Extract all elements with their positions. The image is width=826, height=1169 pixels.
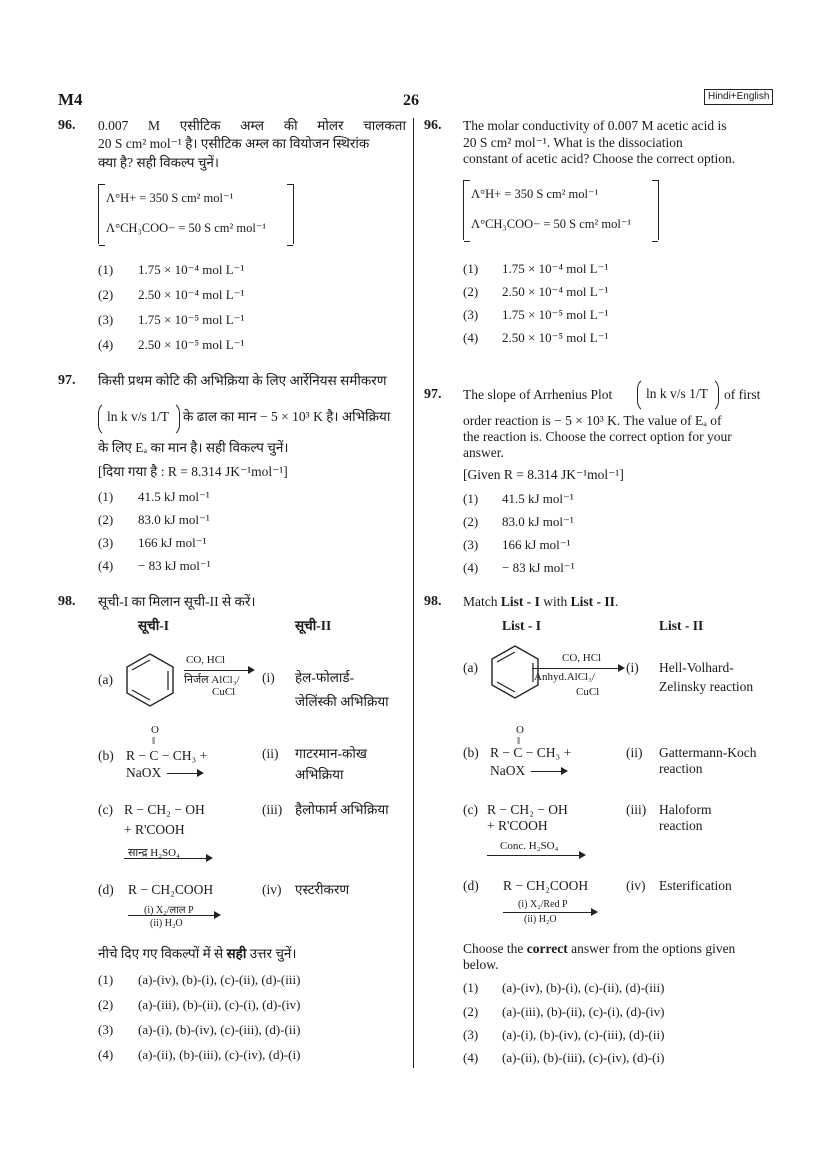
list2-text-line2: जेलिंस्की अभिक्रिया — [295, 694, 389, 709]
option-text[interactable]: 1.75 × 10⁻⁵ mol L⁻¹ — [502, 307, 609, 322]
q98-en-a-reagent-cucl: CuCl — [576, 686, 600, 698]
option-number: (3) — [463, 537, 479, 552]
q97-hi-line2: के ढाल का मान − 5 × 10³ K है। अभिक्रिया — [183, 409, 391, 424]
q98-en-a-label: (a) — [463, 660, 478, 675]
list2-text-line2: reaction — [659, 818, 703, 833]
option-text[interactable]: 2.50 × 10⁻⁴ mol L⁻¹ — [502, 284, 609, 299]
q97-hi-line3: के लिए Eₐ का मान है। सही विकल्प चुनें। — [98, 440, 289, 455]
q98-en-title — [463, 594, 618, 610]
option-text[interactable]: − 83 kJ mol⁻¹ — [502, 560, 575, 575]
q98-hi-b-formula: R − C − CH₃ + — [126, 748, 208, 763]
option-text[interactable]: 1.75 × 10⁻⁵ mol L⁻¹ — [138, 312, 245, 327]
reaction-arrow-line — [532, 668, 618, 669]
option-number: (1) — [463, 261, 479, 276]
q98-hi-b-label: (b) — [98, 748, 114, 763]
q98-en-d-label: (d) — [463, 878, 479, 893]
list2-text-line1: Esterification — [659, 878, 732, 893]
q96-hi-line2: 20 S cm² mol⁻¹ है। एसीटिक अम्ल का वियोजन स्थिरांक — [98, 136, 370, 151]
list2-num: (i) — [262, 670, 275, 685]
arrowhead-icon — [618, 664, 625, 672]
reaction-arrow-line — [503, 912, 591, 913]
option-text[interactable]: − 83 kJ mol⁻¹ — [138, 558, 211, 573]
option-text[interactable]: (a)-(iii), (b)-(ii), (c)-(i), (d)-(iv) — [138, 997, 301, 1012]
option-number: (3) — [98, 1022, 114, 1037]
q97-en-given: [Given R = 8.314 JK⁻¹mol⁻¹] — [463, 467, 624, 482]
option-text[interactable]: (a)-(ii), (b)-(iii), (c)-(iv), (d)-(i) — [138, 1047, 301, 1062]
arrowhead-icon — [591, 908, 598, 916]
q98-hi-d-formula: R − CH₂COOH — [128, 882, 214, 897]
list2-text-line2: Zelinsky reaction — [659, 679, 754, 694]
q98-hi-choose-c: उत्तर चुनें। — [246, 946, 297, 961]
option-number: (4) — [463, 1050, 479, 1065]
q97-en-line1a: The slope of Arrhenius Plot — [463, 387, 613, 402]
option-number: (2) — [98, 997, 114, 1012]
language-badge: Hindi+English — [704, 89, 773, 105]
q98-en-c-formula1: R − CH₂ − OH — [487, 802, 568, 817]
list2-text-line2: अभिक्रिया — [295, 767, 344, 782]
reaction-arrow-line — [128, 915, 214, 916]
q97-en-paren-text: ln k v/s 1/T — [646, 386, 708, 401]
q97-number-hi: 97. — [58, 373, 76, 388]
q98-en-title-c: with — [539, 594, 571, 609]
page-number: 26 — [403, 92, 419, 109]
q97-number-en: 97. — [424, 387, 442, 402]
option-number: (3) — [98, 312, 114, 327]
option-number: (2) — [463, 1004, 479, 1019]
option-text[interactable]: 166 kJ mol⁻¹ — [138, 535, 207, 550]
arrowhead-icon — [197, 769, 204, 777]
q96-number-en: 96. — [424, 118, 442, 133]
benzene-ring-icon — [118, 648, 182, 712]
column-divider — [413, 118, 414, 1068]
option-text[interactable]: 1.75 × 10⁻⁴ mol L⁻¹ — [138, 262, 245, 277]
option-number: (4) — [98, 558, 114, 573]
q98-hi-d-reagent1: (i) X₂/लाल P — [144, 905, 194, 916]
q98-en-choose-a: Choose the — [463, 941, 527, 956]
q98-en-a-reagent-top: CO, HCl — [562, 652, 602, 664]
q98-en-b-label: (b) — [463, 745, 479, 760]
option-text[interactable]: (a)-(ii), (b)-(iii), (c)-(iv), (d)-(i) — [502, 1050, 665, 1065]
q98-hi-list1-heading: सूची-I — [138, 618, 169, 633]
q98-en-title-a: Match — [463, 594, 501, 609]
arrowhead-icon — [579, 851, 586, 859]
q97-hi-paren-text: ln k v/s 1/T — [107, 409, 169, 424]
q98-en-c-formula2: + R'COOH — [487, 818, 548, 833]
reaction-arrow-line — [487, 855, 579, 856]
list2-num: (iii) — [262, 802, 283, 817]
list2-text-line1: हैलोफार्म अभिक्रिया — [295, 802, 389, 817]
option-text[interactable]: 2.50 × 10⁻⁵ mol L⁻¹ — [502, 330, 609, 345]
q97-hi-line1: किसी प्रथम कोटि की अभिक्रिया के लिए आर्रेनियस समीकरण — [98, 373, 387, 388]
q98-en-choose-d: below. — [463, 957, 499, 972]
q98-hi-d-reagent2: (ii) H₂O — [150, 918, 183, 929]
q98-number-en: 98. — [424, 594, 442, 609]
q98-number-hi: 98. — [58, 594, 76, 609]
q98-en-list1-heading: List - I — [502, 618, 542, 633]
q98-en-d-formula: R − CH₂COOH — [503, 878, 589, 893]
option-number: (4) — [463, 330, 479, 345]
q98-hi-c-formula1: R − CH₂ − OH — [124, 802, 205, 817]
q98-hi-title: सूची-I का मिलान सूची-II से करें। — [98, 594, 256, 609]
q96-number-hi: 96. — [58, 118, 76, 133]
option-text[interactable]: (a)-(iv), (b)-(i), (c)-(ii), (d)-(iii) — [138, 972, 301, 987]
reaction-arrow-line — [167, 773, 197, 774]
q97-hi-given: [दिया गया है : R = 8.314 JK⁻¹mol⁻¹] — [98, 464, 288, 479]
reaction-arrow-line — [531, 771, 561, 772]
list2-text-line1: गाटरमान-कोख — [295, 746, 367, 761]
option-number: (2) — [463, 284, 479, 299]
option-text[interactable]: (a)-(i), (b)-(iv), (c)-(iii), (d)-(ii) — [138, 1022, 301, 1037]
arrowhead-icon — [248, 666, 255, 674]
option-number: (1) — [98, 262, 114, 277]
q97-en-line4: answer. — [463, 445, 504, 460]
option-number: (1) — [463, 491, 479, 506]
q98-en-choose — [463, 941, 735, 957]
q98-hi-a-reagent-bot: निर्जल AlCl₃/ — [184, 674, 240, 686]
option-number: (1) — [98, 972, 114, 987]
reaction-arrow-line — [124, 858, 206, 859]
option-number: (3) — [463, 307, 479, 322]
list2-num: (i) — [626, 660, 639, 675]
option-number: (1) — [463, 980, 479, 995]
q96-given1-en: Λ°H+ = 350 S cm² mol⁻¹ — [471, 187, 599, 201]
option-text[interactable]: (a)-(i), (b)-(iv), (c)-(iii), (d)-(ii) — [502, 1027, 665, 1042]
q98-en-a-reagent-bot: Anhyd.AlCl₃/ — [534, 671, 595, 683]
q98-b-double-bond: ‖ — [152, 735, 156, 747]
q97-en-line1b: of first — [724, 387, 761, 402]
q98-b-oxygen: O — [516, 724, 524, 736]
q98-en-title-e: . — [614, 594, 619, 609]
q98-en-b-naox: NaOX — [490, 763, 526, 778]
arrowhead-icon — [561, 767, 568, 775]
q96-given1-hi: Λ°H+ = 350 S cm² mol⁻¹ — [106, 191, 234, 205]
option-number: (4) — [98, 337, 114, 352]
q98-hi-a-label: (a) — [98, 672, 113, 687]
list2-text-line2: reaction — [659, 761, 703, 776]
q98-hi-list2-heading: सूची-II — [295, 618, 332, 633]
q98-en-choose-c: answer from the options given — [567, 941, 736, 956]
list2-num: (ii) — [262, 746, 279, 761]
option-number: (3) — [463, 1027, 479, 1042]
option-number: (2) — [463, 514, 479, 529]
q98-hi-b-naox: NaOX — [126, 765, 162, 780]
option-number: (2) — [98, 512, 114, 527]
q98-en-d-reagent1: (i) X₂/Red P — [518, 899, 568, 910]
option-text[interactable]: 1.75 × 10⁻⁴ mol L⁻¹ — [502, 261, 609, 276]
option-text[interactable]: 83.0 kJ mol⁻¹ — [502, 514, 574, 529]
option-text[interactable]: (a)-(iii), (b)-(ii), (c)-(i), (d)-(iv) — [502, 1004, 665, 1019]
paper-code: M4 — [58, 90, 83, 109]
q98-hi-a-reagent-cucl: CuCl — [212, 686, 236, 698]
option-number: (4) — [463, 560, 479, 575]
option-number: (2) — [98, 287, 114, 302]
q98-en-choose-b: correct — [526, 941, 568, 956]
q98-hi-c-reagent: सान्द्र H₂SO₄ — [128, 847, 180, 859]
list2-text-line1: हेल-फोलार्ड- — [295, 670, 355, 685]
q97-en-line3: the reaction is. Choose the correct option for your — [463, 429, 732, 444]
q98-en-title-b: List - I — [500, 594, 540, 609]
option-text[interactable]: 2.50 × 10⁻⁵ mol L⁻¹ — [138, 337, 245, 352]
q98-en-list2-heading: List - II — [659, 618, 704, 633]
q98-hi-a-reagent-top: CO, HCl — [186, 654, 226, 666]
list2-text-line1: Haloform — [659, 802, 712, 817]
q96-en-line2: 20 S cm² mol⁻¹. What is the dissociation — [463, 135, 683, 150]
option-number: (3) — [98, 535, 114, 550]
option-number: (1) — [98, 489, 114, 504]
q98-hi-choose-b: सही — [226, 946, 247, 961]
q98-en-d-reagent2: (ii) H₂O — [524, 914, 557, 925]
q96-hi-line3: क्या है? सही विकल्प चुनें। — [98, 155, 220, 170]
q96-given2-hi: Λ°CH₃COO− = 50 S cm² mol⁻¹ — [106, 221, 267, 235]
q98-en-c-label: (c) — [463, 802, 478, 817]
list2-text-line1: एस्टरीकरण — [295, 882, 350, 897]
q98-b-oxygen: O — [151, 724, 159, 736]
q98-hi-d-label: (d) — [98, 882, 114, 897]
q98-en-b-formula: R − C − CH₃ + — [490, 745, 572, 760]
q98-hi-choose — [98, 946, 297, 962]
q98-en-title-d: List - II — [570, 594, 615, 609]
list2-num: (iii) — [626, 802, 647, 817]
q98-hi-c-label: (c) — [98, 802, 113, 817]
q96-hi-line1: 0.007 M एसीटिक अम्ल की मोलर चालकता — [98, 118, 406, 133]
option-text[interactable]: 2.50 × 10⁻⁴ mol L⁻¹ — [138, 287, 245, 302]
list2-num: (iv) — [626, 878, 646, 893]
q97-en-line2: order reaction is − 5 × 10³ K. The value of Eₐ of — [463, 413, 722, 428]
q96-given2-en: Λ°CH₃COO− = 50 S cm² mol⁻¹ — [471, 217, 632, 231]
option-text[interactable]: (a)-(iv), (b)-(i), (c)-(ii), (d)-(iii) — [502, 980, 665, 995]
arrowhead-icon — [214, 911, 221, 919]
q96-en-line3: constant of acetic acid? Choose the correct option. — [463, 151, 736, 166]
option-text[interactable]: 41.5 kJ mol⁻¹ — [138, 489, 210, 504]
list2-text-line1: Gattermann-Koch — [659, 745, 757, 760]
list2-text-line1: Hell-Volhard- — [659, 660, 734, 675]
option-text[interactable]: 166 kJ mol⁻¹ — [502, 537, 571, 552]
q98-hi-c-formula2: + R'COOH — [124, 822, 185, 837]
q96-en-line1: The molar conductivity of 0.007 M acetic acid is — [463, 118, 727, 133]
reaction-arrow-line — [184, 670, 248, 671]
q98-en-c-reagent: Conc. H₂SO₄ — [500, 840, 559, 852]
option-text[interactable]: 83.0 kJ mol⁻¹ — [138, 512, 210, 527]
list2-num: (iv) — [262, 882, 282, 897]
arrowhead-icon — [206, 854, 213, 862]
option-number: (4) — [98, 1047, 114, 1062]
option-text[interactable]: 41.5 kJ mol⁻¹ — [502, 491, 574, 506]
list2-num: (ii) — [626, 745, 643, 760]
q98-hi-choose-a: नीचे दिए गए विकल्पों में से — [98, 946, 227, 961]
q98-b-double-bond: ‖ — [517, 735, 521, 747]
